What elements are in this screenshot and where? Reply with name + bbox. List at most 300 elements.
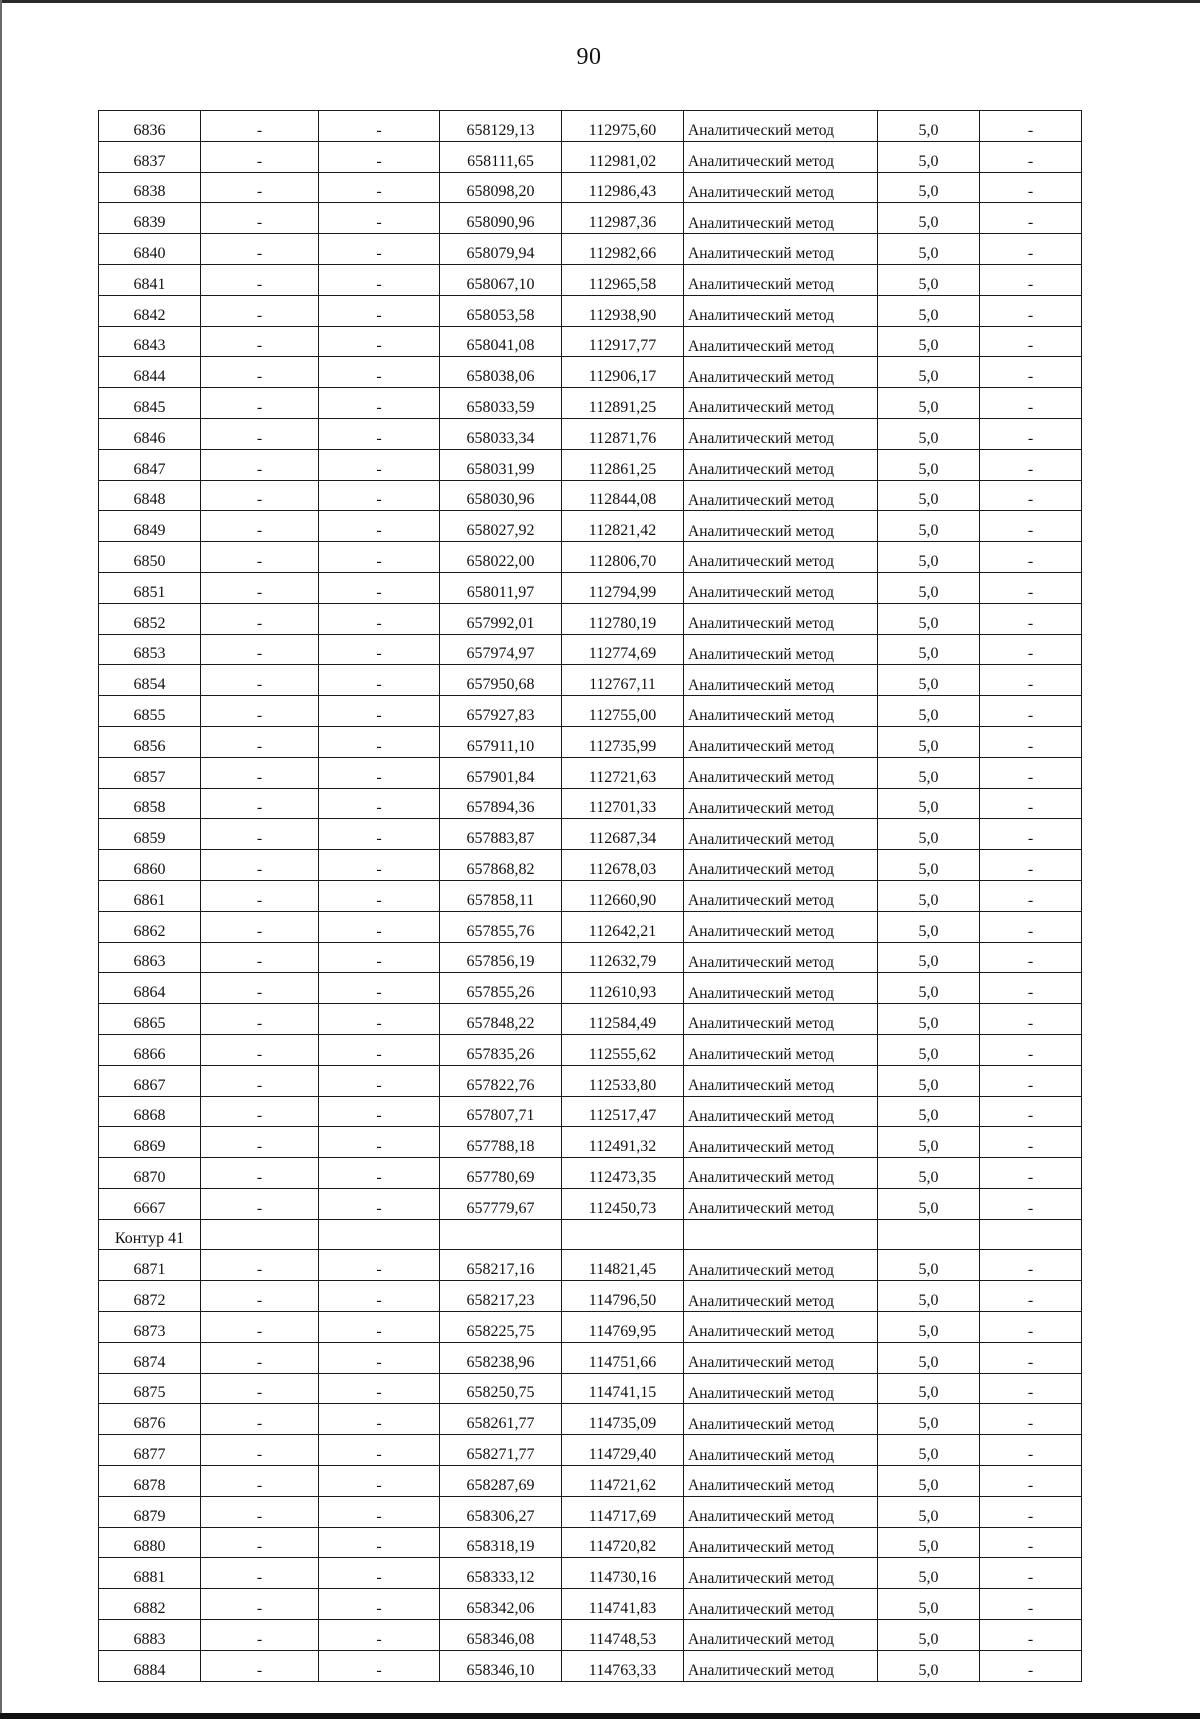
x-coordinate-cell: 657883,87 [440, 819, 562, 850]
method-cell: Аналитический метод [684, 973, 878, 1004]
blank-cell [878, 1219, 980, 1250]
empty-value-cell: - [980, 1312, 1082, 1343]
blank-cell [980, 1219, 1082, 1250]
empty-value-cell: - [201, 696, 319, 727]
y-coordinate-cell: 112767,11 [562, 665, 684, 696]
accuracy-cell: 5,0 [878, 1188, 980, 1219]
point-number-cell: 6878 [99, 1466, 201, 1497]
empty-value-cell: - [980, 1096, 1082, 1127]
empty-value-cell: - [980, 480, 1082, 511]
point-number-cell: 6860 [99, 850, 201, 881]
empty-value-cell: - [980, 1620, 1082, 1651]
y-coordinate-cell: 112450,73 [562, 1188, 684, 1219]
table-row [99, 1466, 1082, 1497]
x-coordinate-cell: 658250,75 [440, 1373, 562, 1404]
empty-value-cell: - [980, 203, 1082, 234]
point-number-cell: 6667 [99, 1188, 201, 1219]
method-cell: Аналитический метод [684, 264, 878, 295]
empty-value-cell: - [980, 1004, 1082, 1035]
point-number-cell: 6857 [99, 757, 201, 788]
empty-value-cell: - [201, 388, 319, 419]
y-coordinate-cell: 112965,58 [562, 264, 684, 295]
empty-value-cell: - [201, 264, 319, 295]
x-coordinate-cell: 658238,96 [440, 1342, 562, 1373]
y-coordinate-cell: 114748,53 [562, 1620, 684, 1651]
table-row [99, 726, 1082, 757]
x-coordinate-cell: 657780,69 [440, 1158, 562, 1189]
y-coordinate-cell: 112660,90 [562, 880, 684, 911]
method-cell: Аналитический метод [684, 1004, 878, 1035]
accuracy-cell: 5,0 [878, 880, 980, 911]
y-coordinate-cell: 112610,93 [562, 973, 684, 1004]
x-coordinate-cell: 658217,23 [440, 1281, 562, 1312]
method-cell: Аналитический метод [684, 234, 878, 265]
empty-value-cell: - [319, 1373, 440, 1404]
accuracy-cell: 5,0 [878, 141, 980, 172]
empty-value-cell: - [980, 1589, 1082, 1620]
empty-value-cell: - [980, 911, 1082, 942]
empty-value-cell: - [980, 295, 1082, 326]
x-coordinate-cell: 657855,76 [440, 911, 562, 942]
point-number-cell: 6871 [99, 1250, 201, 1281]
empty-value-cell: - [980, 726, 1082, 757]
x-coordinate-cell: 657901,84 [440, 757, 562, 788]
point-number-cell: 6844 [99, 357, 201, 388]
method-cell: Аналитический метод [684, 1404, 878, 1435]
table-row [99, 1620, 1082, 1651]
x-coordinate-cell: 658318,19 [440, 1527, 562, 1558]
empty-value-cell: - [319, 172, 440, 203]
y-coordinate-cell: 112871,76 [562, 418, 684, 449]
table-row [99, 172, 1082, 203]
empty-value-cell: - [319, 572, 440, 603]
point-number-cell: 6856 [99, 726, 201, 757]
x-coordinate-cell: 657848,22 [440, 1004, 562, 1035]
empty-value-cell: - [319, 1496, 440, 1527]
method-cell: Аналитический метод [684, 696, 878, 727]
method-cell: Аналитический метод [684, 572, 878, 603]
x-coordinate-cell: 657950,68 [440, 665, 562, 696]
point-number-cell: 6870 [99, 1158, 201, 1189]
empty-value-cell: - [319, 757, 440, 788]
method-cell: Аналитический метод [684, 111, 878, 142]
empty-value-cell: - [201, 880, 319, 911]
x-coordinate-cell: 657974,97 [440, 634, 562, 665]
empty-value-cell: - [201, 1065, 319, 1096]
table-row [99, 111, 1082, 142]
method-cell: Аналитический метод [684, 141, 878, 172]
empty-value-cell: - [201, 295, 319, 326]
method-cell: Аналитический метод [684, 203, 878, 234]
accuracy-cell: 5,0 [878, 1004, 980, 1035]
method-cell: Аналитический метод [684, 1650, 878, 1681]
empty-value-cell: - [319, 542, 440, 573]
x-coordinate-cell: 657788,18 [440, 1127, 562, 1158]
empty-value-cell: - [201, 234, 319, 265]
method-cell: Аналитический метод [684, 1496, 878, 1527]
empty-value-cell: - [319, 111, 440, 142]
point-number-cell: 6855 [99, 696, 201, 727]
table-row [99, 1188, 1082, 1219]
x-coordinate-cell: 658129,13 [440, 111, 562, 142]
accuracy-cell: 5,0 [878, 696, 980, 727]
empty-value-cell: - [201, 357, 319, 388]
method-cell: Аналитический метод [684, 1527, 878, 1558]
point-number-cell: 6882 [99, 1589, 201, 1620]
table-row [99, 1404, 1082, 1435]
y-coordinate-cell: 112986,43 [562, 172, 684, 203]
empty-value-cell: - [980, 1127, 1082, 1158]
empty-value-cell: - [319, 880, 440, 911]
accuracy-cell: 5,0 [878, 1650, 980, 1681]
y-coordinate-cell: 112794,99 [562, 572, 684, 603]
x-coordinate-cell: 658022,00 [440, 542, 562, 573]
empty-value-cell: - [319, 449, 440, 480]
table-row [99, 634, 1082, 665]
y-coordinate-cell: 112774,69 [562, 634, 684, 665]
x-coordinate-cell: 658030,96 [440, 480, 562, 511]
accuracy-cell: 5,0 [878, 973, 980, 1004]
method-cell: Аналитический метод [684, 1281, 878, 1312]
point-number-cell: 6876 [99, 1404, 201, 1435]
empty-value-cell: - [201, 942, 319, 973]
empty-value-cell: - [980, 172, 1082, 203]
table-body [99, 111, 1082, 1682]
x-coordinate-cell: 657868,82 [440, 850, 562, 881]
empty-value-cell: - [201, 634, 319, 665]
empty-value-cell: - [319, 1034, 440, 1065]
point-number-cell: 6845 [99, 388, 201, 419]
empty-value-cell: - [319, 203, 440, 234]
point-number-cell: 6863 [99, 942, 201, 973]
method-cell: Аналитический метод [684, 942, 878, 973]
table-row [99, 572, 1082, 603]
empty-value-cell: - [201, 1342, 319, 1373]
accuracy-cell: 5,0 [878, 1373, 980, 1404]
y-coordinate-cell: 112938,90 [562, 295, 684, 326]
y-coordinate-cell: 112981,02 [562, 141, 684, 172]
table-row [99, 1096, 1082, 1127]
empty-value-cell: - [319, 942, 440, 973]
x-coordinate-cell: 658217,16 [440, 1250, 562, 1281]
x-coordinate-cell: 658053,58 [440, 295, 562, 326]
empty-value-cell: - [201, 1496, 319, 1527]
y-coordinate-cell: 114796,50 [562, 1281, 684, 1312]
empty-value-cell: - [980, 1373, 1082, 1404]
y-coordinate-cell: 112642,21 [562, 911, 684, 942]
accuracy-cell: 5,0 [878, 726, 980, 757]
y-coordinate-cell: 112721,63 [562, 757, 684, 788]
table-row [99, 357, 1082, 388]
y-coordinate-cell: 114730,16 [562, 1558, 684, 1589]
table-row [99, 295, 1082, 326]
empty-value-cell: - [319, 1312, 440, 1343]
empty-value-cell: - [201, 1312, 319, 1343]
empty-value-cell: - [201, 726, 319, 757]
method-cell: Аналитический метод [684, 1250, 878, 1281]
table-row [99, 1558, 1082, 1589]
accuracy-cell: 5,0 [878, 1435, 980, 1466]
blank-cell [440, 1219, 562, 1250]
x-coordinate-cell: 657822,76 [440, 1065, 562, 1096]
y-coordinate-cell: 112982,66 [562, 234, 684, 265]
y-coordinate-cell: 114735,09 [562, 1404, 684, 1435]
accuracy-cell: 5,0 [878, 1496, 980, 1527]
y-coordinate-cell: 112533,80 [562, 1065, 684, 1096]
empty-value-cell: - [319, 911, 440, 942]
empty-value-cell: - [980, 634, 1082, 665]
point-number-cell: 6872 [99, 1281, 201, 1312]
x-coordinate-cell: 658346,10 [440, 1650, 562, 1681]
method-cell: Аналитический метод [684, 603, 878, 634]
empty-value-cell: - [980, 1281, 1082, 1312]
method-cell: Аналитический метод [684, 788, 878, 819]
accuracy-cell: 5,0 [878, 1312, 980, 1343]
empty-value-cell: - [319, 480, 440, 511]
method-cell: Аналитический метод [684, 665, 878, 696]
empty-value-cell: - [201, 326, 319, 357]
empty-value-cell: - [980, 357, 1082, 388]
x-coordinate-cell: 658033,34 [440, 418, 562, 449]
point-number-cell: 6865 [99, 1004, 201, 1035]
accuracy-cell: 5,0 [878, 357, 980, 388]
point-number-cell: 6852 [99, 603, 201, 634]
x-coordinate-cell: 658346,08 [440, 1620, 562, 1651]
y-coordinate-cell: 114720,82 [562, 1527, 684, 1558]
empty-value-cell: - [319, 1435, 440, 1466]
x-coordinate-cell: 658011,97 [440, 572, 562, 603]
x-coordinate-cell: 657894,36 [440, 788, 562, 819]
x-coordinate-cell: 657992,01 [440, 603, 562, 634]
empty-value-cell: - [201, 1558, 319, 1589]
empty-value-cell: - [319, 264, 440, 295]
y-coordinate-cell: 114821,45 [562, 1250, 684, 1281]
accuracy-cell: 5,0 [878, 480, 980, 511]
empty-value-cell: - [980, 234, 1082, 265]
table-row [99, 850, 1082, 881]
empty-value-cell: - [319, 357, 440, 388]
x-coordinate-cell: 658038,06 [440, 357, 562, 388]
x-coordinate-cell: 658261,77 [440, 1404, 562, 1435]
y-coordinate-cell: 114717,69 [562, 1496, 684, 1527]
point-number-cell: 6864 [99, 973, 201, 1004]
table-row [99, 449, 1082, 480]
empty-value-cell: - [980, 819, 1082, 850]
y-coordinate-cell: 114769,95 [562, 1312, 684, 1343]
empty-value-cell: - [319, 1127, 440, 1158]
method-cell: Аналитический метод [684, 357, 878, 388]
accuracy-cell: 5,0 [878, 1065, 980, 1096]
empty-value-cell: - [201, 757, 319, 788]
x-coordinate-cell: 658031,99 [440, 449, 562, 480]
x-coordinate-cell: 658287,69 [440, 1466, 562, 1497]
method-cell: Аналитический метод [684, 388, 878, 419]
method-cell: Аналитический метод [684, 418, 878, 449]
empty-value-cell: - [980, 449, 1082, 480]
blank-cell [684, 1219, 878, 1250]
y-coordinate-cell: 112678,03 [562, 850, 684, 881]
point-number-cell: 6869 [99, 1127, 201, 1158]
empty-value-cell: - [319, 819, 440, 850]
empty-value-cell: - [201, 1188, 319, 1219]
empty-value-cell: - [980, 542, 1082, 573]
empty-value-cell: - [201, 1650, 319, 1681]
y-coordinate-cell: 112806,70 [562, 542, 684, 573]
y-coordinate-cell: 112891,25 [562, 388, 684, 419]
empty-value-cell: - [319, 634, 440, 665]
table-row [99, 973, 1082, 1004]
method-cell: Аналитический метод [684, 1558, 878, 1589]
empty-value-cell: - [201, 1466, 319, 1497]
empty-value-cell: - [980, 1065, 1082, 1096]
method-cell: Аналитический метод [684, 172, 878, 203]
empty-value-cell: - [319, 1466, 440, 1497]
empty-value-cell: - [201, 819, 319, 850]
accuracy-cell: 5,0 [878, 1281, 980, 1312]
point-number-cell: 6881 [99, 1558, 201, 1589]
empty-value-cell: - [201, 1527, 319, 1558]
empty-value-cell: - [980, 1188, 1082, 1219]
empty-value-cell: - [980, 388, 1082, 419]
x-coordinate-cell: 657856,19 [440, 942, 562, 973]
y-coordinate-cell: 114721,62 [562, 1466, 684, 1497]
accuracy-cell: 5,0 [878, 203, 980, 234]
empty-value-cell: - [319, 1096, 440, 1127]
x-coordinate-cell: 657779,67 [440, 1188, 562, 1219]
empty-value-cell: - [201, 1373, 319, 1404]
accuracy-cell: 5,0 [878, 572, 980, 603]
method-cell: Аналитический метод [684, 1158, 878, 1189]
table-row [99, 1034, 1082, 1065]
empty-value-cell: - [201, 1158, 319, 1189]
empty-value-cell: - [319, 603, 440, 634]
accuracy-cell: 5,0 [878, 665, 980, 696]
accuracy-cell: 5,0 [878, 234, 980, 265]
empty-value-cell: - [319, 1188, 440, 1219]
point-number-cell: 6861 [99, 880, 201, 911]
table-row [99, 542, 1082, 573]
empty-value-cell: - [319, 1250, 440, 1281]
y-coordinate-cell: 112491,32 [562, 1127, 684, 1158]
empty-value-cell: - [319, 295, 440, 326]
y-coordinate-cell: 112584,49 [562, 1004, 684, 1035]
x-coordinate-cell: 657858,11 [440, 880, 562, 911]
contour-label-cell: Контур 41 [99, 1219, 201, 1250]
y-coordinate-cell: 114751,66 [562, 1342, 684, 1373]
table-row [99, 1250, 1082, 1281]
accuracy-cell: 5,0 [878, 942, 980, 973]
point-number-cell: 6842 [99, 295, 201, 326]
empty-value-cell: - [201, 203, 319, 234]
table-row [99, 1312, 1082, 1343]
empty-value-cell: - [980, 788, 1082, 819]
coordinates-table [98, 110, 1082, 1682]
accuracy-cell: 5,0 [878, 1620, 980, 1651]
empty-value-cell: - [201, 1127, 319, 1158]
table-row [99, 234, 1082, 265]
point-number-cell: 6851 [99, 572, 201, 603]
empty-value-cell: - [319, 850, 440, 881]
accuracy-cell: 5,0 [878, 634, 980, 665]
y-coordinate-cell: 112987,36 [562, 203, 684, 234]
empty-value-cell: - [319, 1158, 440, 1189]
point-number-cell: 6875 [99, 1373, 201, 1404]
method-cell: Аналитический метод [684, 1065, 878, 1096]
empty-value-cell: - [201, 480, 319, 511]
method-cell: Аналитический метод [684, 1620, 878, 1651]
method-cell: Аналитический метод [684, 295, 878, 326]
empty-value-cell: - [319, 788, 440, 819]
table-row [99, 1435, 1082, 1466]
y-coordinate-cell: 112755,00 [562, 696, 684, 727]
accuracy-cell: 5,0 [878, 850, 980, 881]
point-number-cell: 6836 [99, 111, 201, 142]
x-coordinate-cell: 658306,27 [440, 1496, 562, 1527]
empty-value-cell: - [319, 1527, 440, 1558]
empty-value-cell: - [319, 1650, 440, 1681]
y-coordinate-cell: 112844,08 [562, 480, 684, 511]
y-coordinate-cell: 112780,19 [562, 603, 684, 634]
method-cell: Аналитический метод [684, 1034, 878, 1065]
empty-value-cell: - [980, 757, 1082, 788]
accuracy-cell: 5,0 [878, 326, 980, 357]
y-coordinate-cell: 112821,42 [562, 511, 684, 542]
empty-value-cell: - [201, 603, 319, 634]
accuracy-cell: 5,0 [878, 1250, 980, 1281]
accuracy-cell: 5,0 [878, 1404, 980, 1435]
point-number-cell: 6847 [99, 449, 201, 480]
method-cell: Аналитический метод [684, 880, 878, 911]
method-cell: Аналитический метод [684, 1188, 878, 1219]
accuracy-cell: 5,0 [878, 1527, 980, 1558]
method-cell: Аналитический метод [684, 757, 878, 788]
empty-value-cell: - [980, 111, 1082, 142]
accuracy-cell: 5,0 [878, 1589, 980, 1620]
table-row [99, 1650, 1082, 1681]
empty-value-cell: - [319, 665, 440, 696]
table-row [99, 1589, 1082, 1620]
method-cell: Аналитический метод [684, 326, 878, 357]
point-number-cell: 6859 [99, 819, 201, 850]
table-row [99, 757, 1082, 788]
empty-value-cell: - [980, 1342, 1082, 1373]
empty-value-cell: - [319, 1342, 440, 1373]
point-number-cell: 6843 [99, 326, 201, 357]
empty-value-cell: - [201, 1435, 319, 1466]
table-row [99, 696, 1082, 727]
contour-header-row [99, 1219, 1082, 1250]
empty-value-cell: - [201, 1096, 319, 1127]
empty-value-cell: - [201, 111, 319, 142]
method-cell: Аналитический метод [684, 634, 878, 665]
table-row [99, 1158, 1082, 1189]
y-coordinate-cell: 114763,33 [562, 1650, 684, 1681]
accuracy-cell: 5,0 [878, 295, 980, 326]
method-cell: Аналитический метод [684, 1096, 878, 1127]
x-coordinate-cell: 658225,75 [440, 1312, 562, 1343]
accuracy-cell: 5,0 [878, 788, 980, 819]
empty-value-cell: - [201, 172, 319, 203]
point-number-cell: 6858 [99, 788, 201, 819]
table-row [99, 880, 1082, 911]
table-row [99, 911, 1082, 942]
method-cell: Аналитический метод [684, 850, 878, 881]
empty-value-cell: - [980, 1650, 1082, 1681]
method-cell: Аналитический метод [684, 819, 878, 850]
empty-value-cell: - [201, 1589, 319, 1620]
y-coordinate-cell: 112473,35 [562, 1158, 684, 1189]
empty-value-cell: - [201, 788, 319, 819]
